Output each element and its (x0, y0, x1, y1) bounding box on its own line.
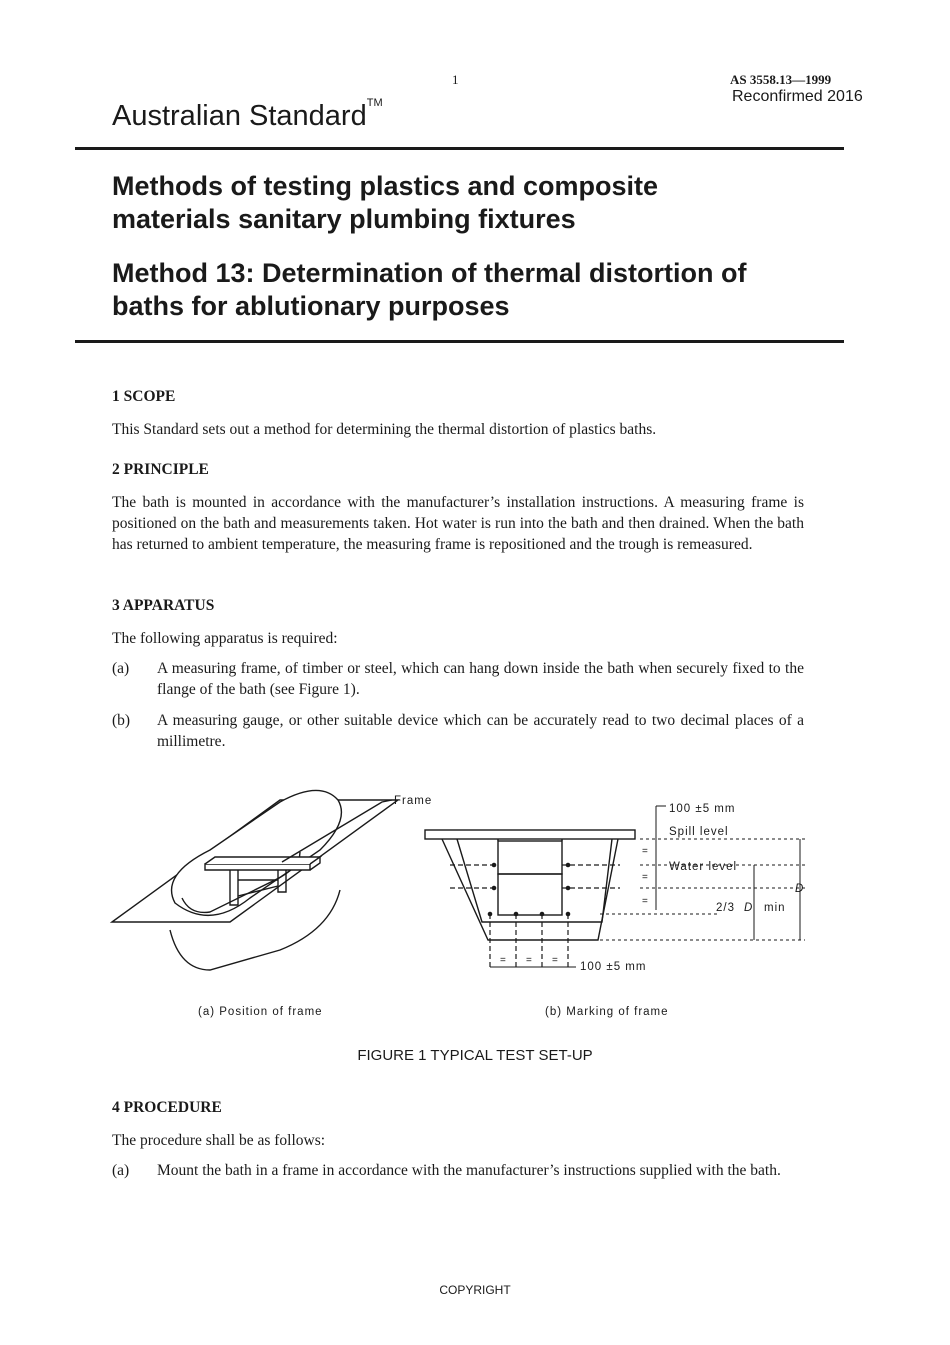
principle-text: The bath is mounted in accordance with the manufacturer’s installation instructions. A measuring frame is positioned on the bath and measurements taken. Hot water is run into the bath and then drained. When the bath has returned to ambient temperature, the measuring frame is repositioned and the trough is remeasured. (112, 494, 804, 553)
procedure-intro: The procedure shall be as follows: (112, 1132, 326, 1149)
page-number: 1 (452, 72, 459, 87)
equals-mark: = (552, 955, 559, 966)
equals-mark: = (642, 872, 649, 883)
reconfirmed-note: Reconfirmed 2016 (732, 88, 863, 105)
list-item-letter: (a) (112, 1162, 130, 1179)
section-heading-apparatus: 3 APPARATUS (112, 597, 215, 614)
apparatus-intro: The following apparatus is required: (112, 630, 338, 647)
section-heading-scope: 1 SCOPE (112, 388, 176, 405)
trademark: TM (366, 97, 383, 110)
brand-name: Australian Standard (112, 100, 367, 132)
figure-caption: FIGURE 1 TYPICAL TEST SET-UP (357, 1047, 593, 1064)
top-rule (75, 147, 844, 150)
bath-drawing-a (112, 790, 398, 970)
method-title (112, 257, 832, 323)
list-item-letter: (b) (112, 712, 131, 729)
title-line: baths for ablutionary purposes (112, 291, 510, 321)
bottom-rule (75, 340, 844, 343)
scope-text: This Standard sets out a method for determining the thermal distortion of plastics baths. (112, 421, 657, 438)
document-title (112, 170, 832, 236)
section-heading-principle: 2 PRINCIPLE (112, 461, 209, 478)
equals-mark: = (526, 955, 533, 966)
title-line: Methods of testing plastics and composite (112, 171, 659, 201)
equals-mark: = (642, 846, 649, 857)
copyright-footer: COPYRIGHT (439, 1283, 511, 1297)
caption-marking-of-frame: (b) Marking of frame (545, 1006, 669, 1018)
figure-typical-test-setup (100, 780, 820, 1030)
section-heading-procedure: 4 PROCEDURE (112, 1099, 222, 1116)
list-item: A measuring frame, of timber or steel, which can hang down inside the bath when securely fixed to the flange of the bath (see Figure 1). (157, 660, 804, 698)
label-top-dimension: 100 ±5 mm (669, 803, 736, 815)
list-item: Mount the bath in a frame in accordance with the manufacturer’s instructions supplied with the bath. (157, 1162, 781, 1179)
caption-position-of-frame: (a) Position of frame (198, 1006, 323, 1018)
label-bottom-dimension: 100 ±5 mm (580, 961, 647, 973)
brand-title (112, 97, 383, 133)
label-spill-level: Spill level (669, 826, 729, 838)
label-water-level: Water level (669, 861, 738, 873)
title-line: Method 13: Determination of thermal distortion of (112, 258, 747, 288)
marking-dots (488, 863, 571, 917)
marking-dashes (450, 865, 620, 970)
label-two-thirds: 2/3 (716, 902, 735, 914)
title-line: materials sanitary plumbing fixtures (112, 204, 576, 234)
label-min: min (764, 902, 786, 914)
label-frame: Frame (394, 795, 433, 807)
list-item: A measuring gauge, or other suitable device which can be accurately read to two decimal places of a millimetre. (157, 712, 804, 750)
label-depth: D (795, 883, 805, 895)
equals-mark: = (642, 896, 649, 907)
bath-drawing-b (425, 830, 635, 940)
equals-mark: = (500, 955, 507, 966)
label-two-thirds-d: D (744, 902, 754, 914)
standard-id: AS 3558.13—1999 (730, 72, 832, 87)
list-item-letter: (a) (112, 660, 130, 677)
